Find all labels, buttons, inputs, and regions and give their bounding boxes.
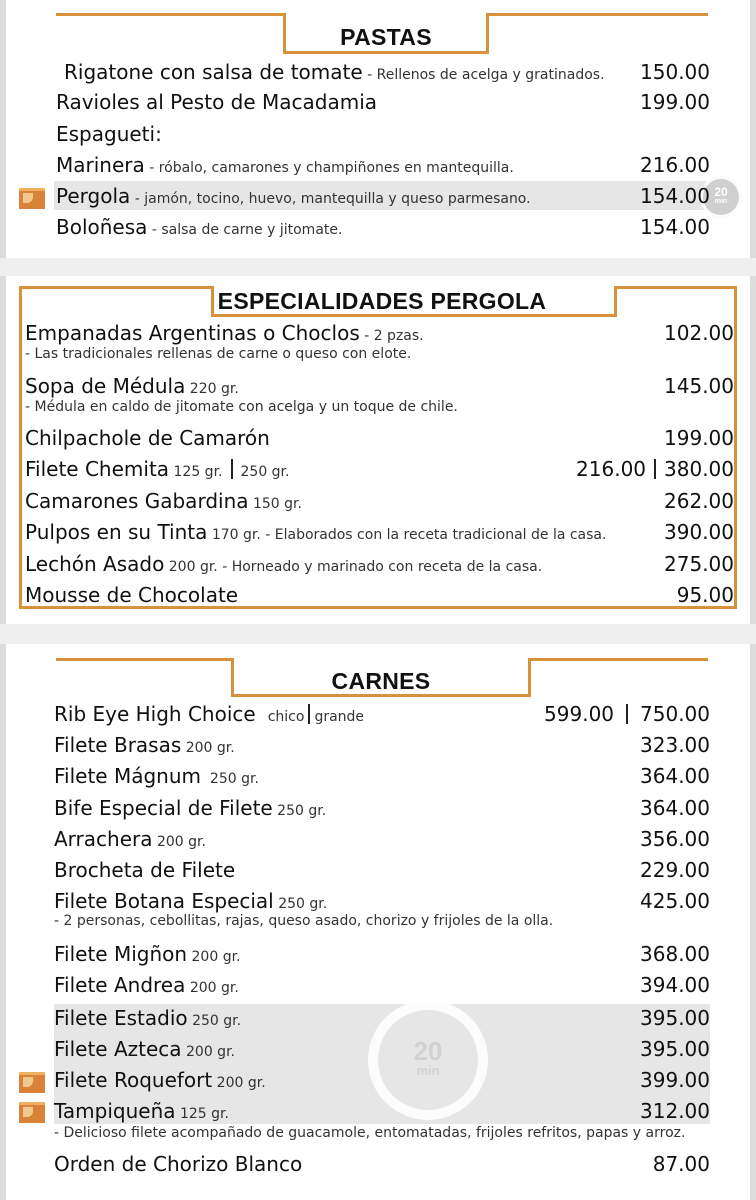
menu-item: Tampiqueña 125 gr. 312.00 - Delicioso filete acompañado de guacamole, entomatadas, frijoles refritos, papas y arroz. <box>54 1099 710 1141</box>
pastas-header-rule-right <box>486 13 708 16</box>
menu-item: Empanadas Argentinas o Choclos - 2 pzas. 102.00 - Las tradicionales rellenas de carne o queso con elote. <box>25 321 734 362</box>
menu-item: Arrachera 200 gr. 356.00 <box>54 827 710 851</box>
menu-item: Bife Especial de Filete 250 gr. 364.00 <box>54 796 710 820</box>
menu-item: Filete Roquefort 200 gr. 399.00 <box>54 1068 710 1092</box>
section-gap <box>0 624 756 644</box>
menu-item: Camarones Gabardina 150 gr. 262.00 <box>25 489 734 513</box>
menu-item: Mousse de Chocolate 95.00 <box>25 583 734 607</box>
carnes-title: CARNES <box>331 668 431 694</box>
section-gap <box>0 258 756 276</box>
menu-item: Orden de Chorizo Blanco 87.00 <box>54 1152 710 1176</box>
menu-item: Chilpachole de Camarón 199.00 <box>25 426 734 450</box>
menu-item: Boloñesa - salsa de carne y jitomate. 154.00 <box>56 215 710 239</box>
page-edge-right <box>750 0 756 1200</box>
carnes-header-rule-right <box>528 658 708 661</box>
featured-dish-icon <box>19 188 45 209</box>
menu-item: Filete Azteca 200 gr. 395.00 <box>54 1037 710 1061</box>
menu-item: Filete Andrea 200 gr. 394.00 <box>54 973 710 997</box>
pastas-header-rule-left <box>56 13 286 16</box>
menu-item: Filete Mágnum 250 gr. 364.00 <box>54 764 710 788</box>
menu-item: Pergola - jamón, tocino, huevo, mantequilla y queso parmesano. 154.00 <box>56 184 710 208</box>
page-edge-left <box>0 0 6 1200</box>
menu-item: Marinera - róbalo, camarones y champiñones en mantequilla. 216.00 <box>56 153 710 177</box>
menu-item: Filete Migñon 200 gr. 368.00 <box>54 942 710 966</box>
menu-item: Filete Chemita 125 gr. 250 gr. 216.00 380.00 <box>25 457 734 481</box>
featured-dish-icon <box>19 1072 45 1093</box>
menu-item: Filete Botana Especial 250 gr. 425.00 - 2 personas, cebollitas, rajas, queso asado, chorizo y frijoles de la olla. <box>54 889 710 929</box>
timer-20-min-icon: 20 min <box>368 1000 488 1120</box>
menu-item: Filete Brasas 200 gr. 323.00 <box>54 733 710 757</box>
menu-item: Rigatone con salsa de tomate - Rellenos de acelga y gratinados. 150.00 <box>64 60 710 84</box>
menu-item: Rib Eye High Choice chico grande 599.00 750.00 <box>54 702 710 726</box>
featured-dish-icon <box>19 1102 45 1123</box>
menu-item: Filete Estadio 250 gr. 395.00 <box>54 1006 710 1030</box>
menu-item: Brocheta de Filete 229.00 <box>54 858 710 882</box>
especialidades-title: ESPECIALIDADES PERGOLA <box>217 288 547 314</box>
menu-item: Lechón Asado 200 gr. - Horneado y marinado con receta de la casa. 275.00 <box>25 552 734 576</box>
timer-20-min-icon: 20 min <box>700 176 742 218</box>
menu-item: Ravioles al Pesto de Macadamia 199.00 <box>56 90 710 114</box>
menu-item: Sopa de Médula 220 gr. 145.00 - Médula en caldo de jitomate con acelga y un toque de chile. <box>25 374 734 415</box>
menu-item: Espagueti: <box>56 122 162 146</box>
menu-item: Pulpos en su Tinta 170 gr. - Elaborados con la receta tradicional de la casa. 390.00 <box>25 520 734 544</box>
pastas-title: PASTAS <box>340 24 432 50</box>
carnes-header-rule-left <box>56 658 234 661</box>
